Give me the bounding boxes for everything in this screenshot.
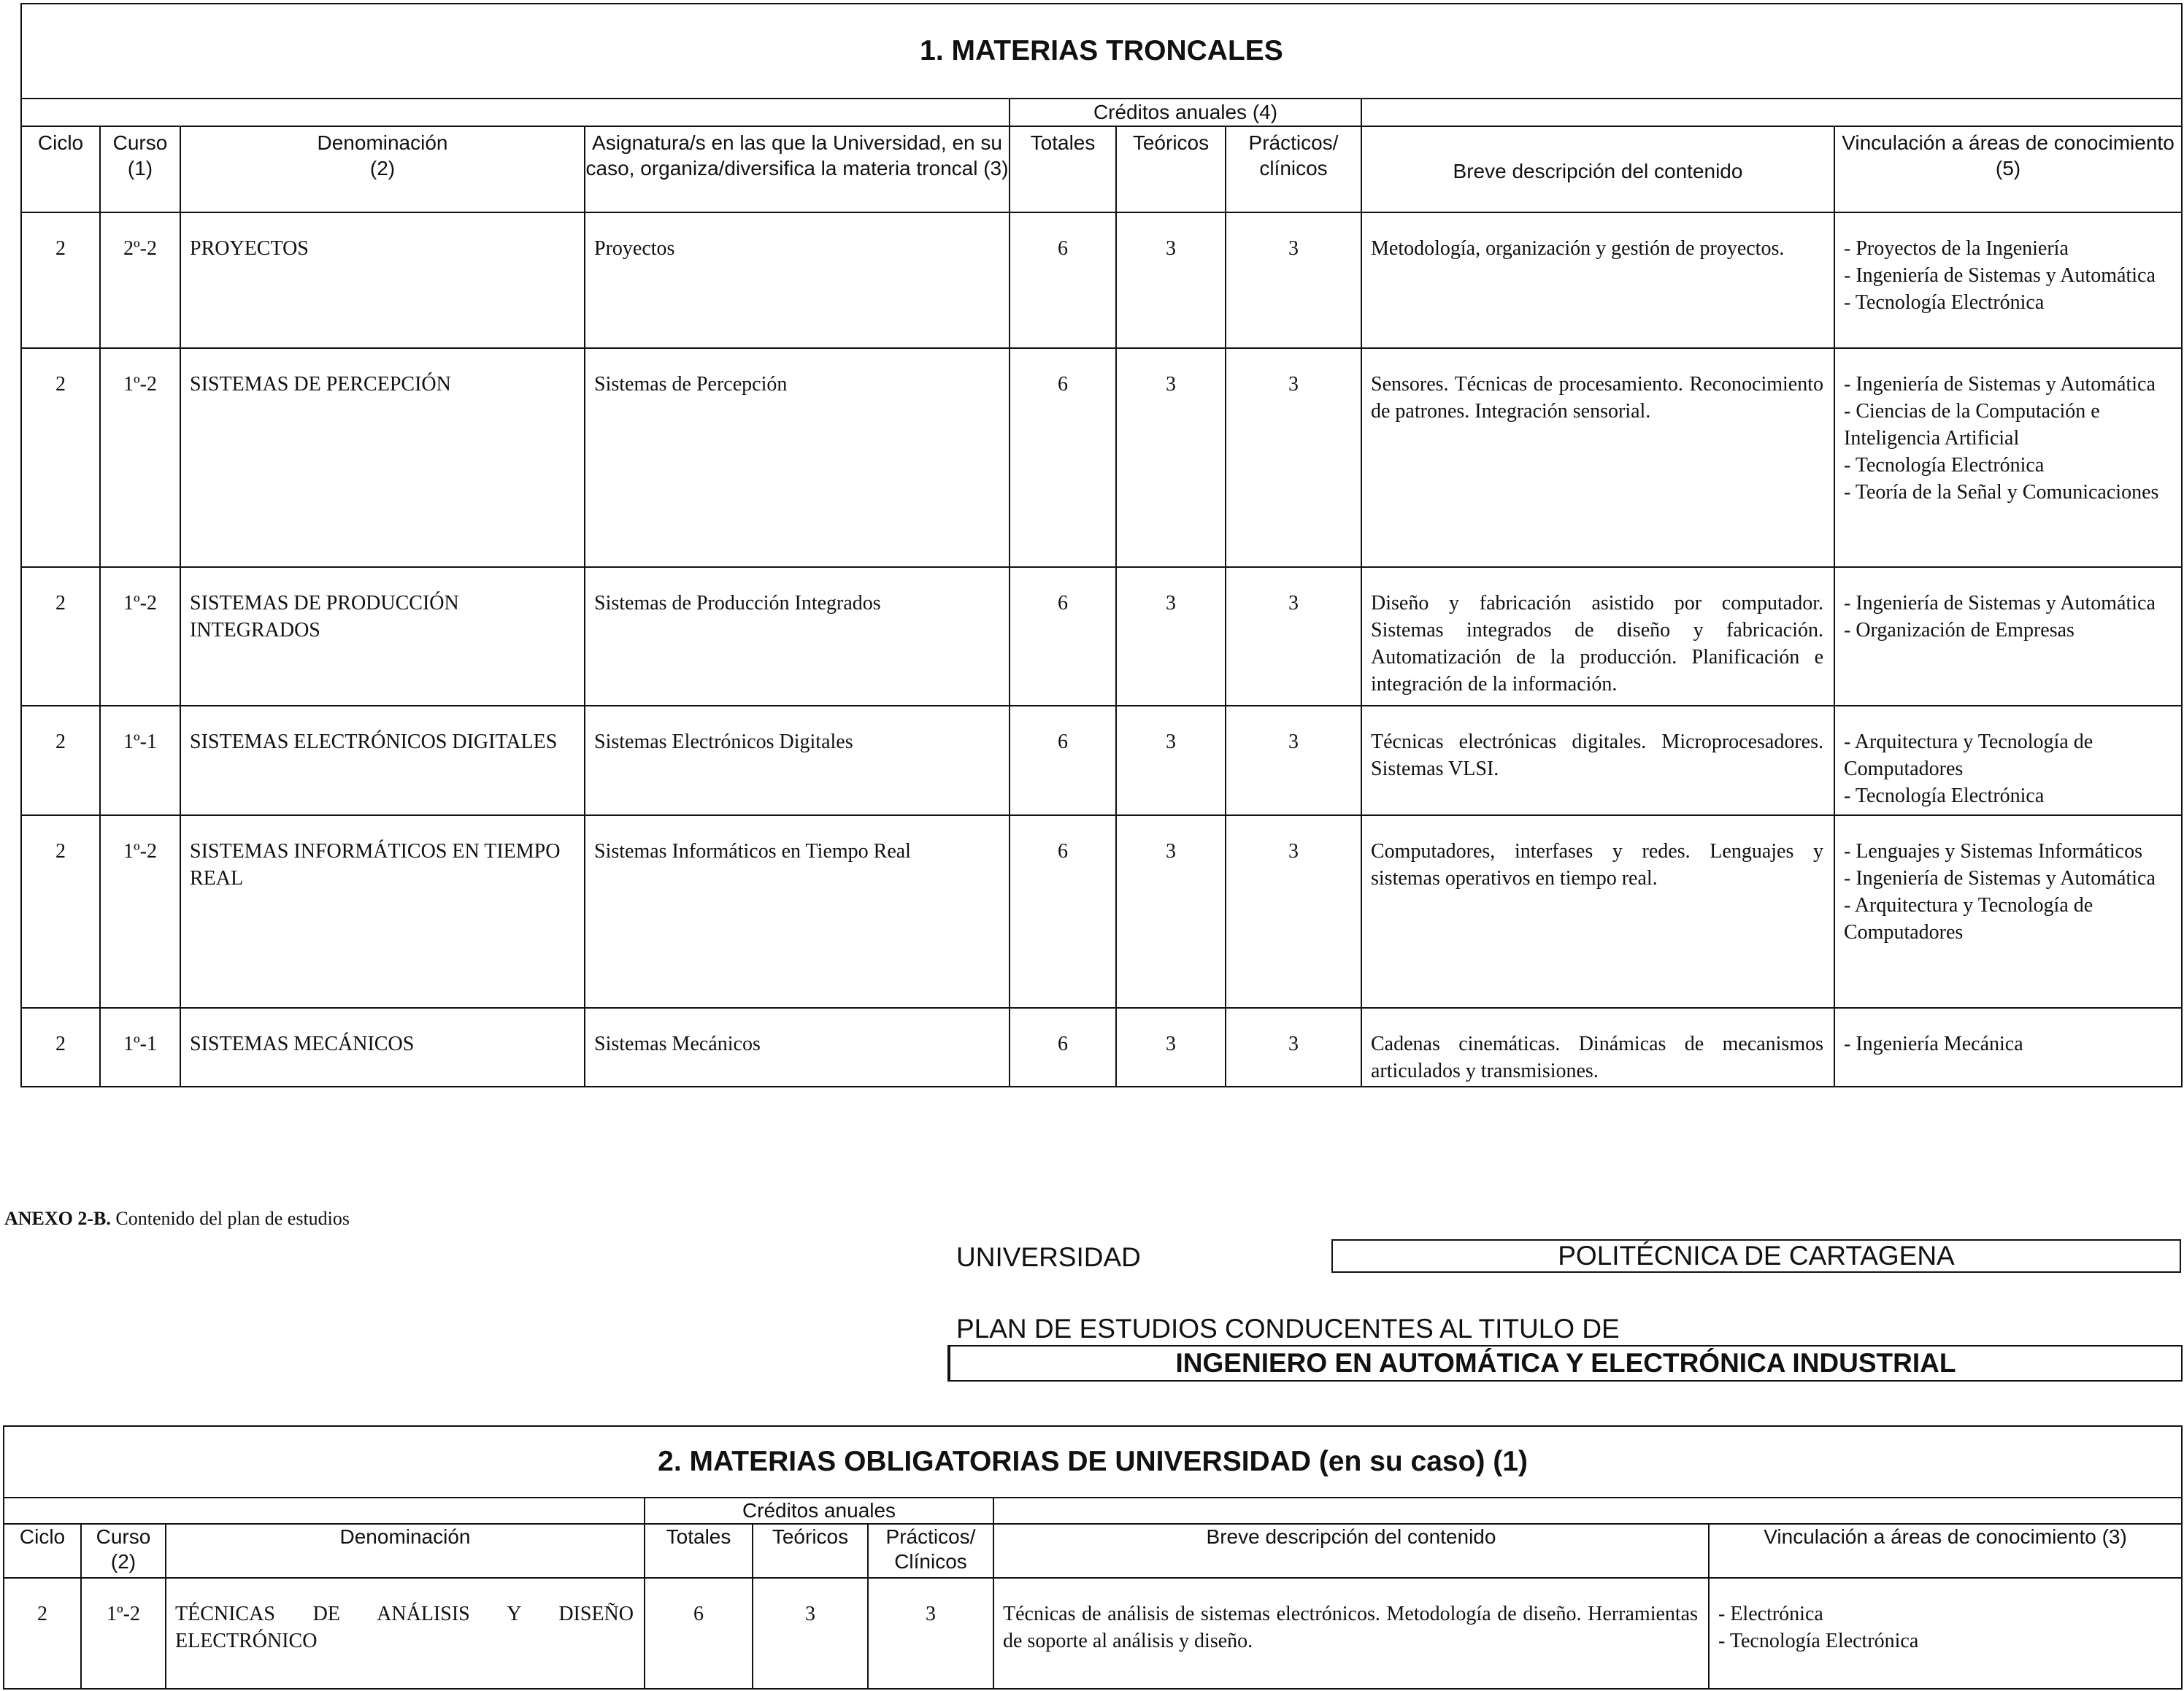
cell-teoricos: 3 — [1116, 567, 1226, 706]
header-practicos-label: Prácticos/ — [885, 1525, 976, 1548]
header-denominacion-label: Denominación — [317, 131, 448, 154]
header-curso — [81, 1524, 166, 1578]
cell-vinculacion — [1834, 815, 2182, 1008]
table-row — [21, 706, 2182, 815]
table-row — [21, 567, 2182, 706]
vinculacion-item: - Proyectos de la Ingeniería — [1844, 237, 2069, 260]
header-totales: Totales — [645, 1524, 753, 1578]
table1-header-spacer-right — [1361, 99, 2182, 126]
table1-title: 1. MATERIAS TRONCALES — [21, 4, 2182, 99]
vinculacion-item: - Tecnología Electrónica — [1844, 785, 2045, 807]
cell-ciclo: 2 — [21, 348, 100, 567]
header-practicos-label2: clínicos — [1259, 157, 1328, 180]
cell-totales: 6 — [1010, 348, 1116, 567]
cell-totales: 6 — [1010, 1008, 1116, 1087]
header-totales: Totales — [1010, 126, 1116, 212]
table-row — [4, 1578, 2182, 1689]
table-row — [21, 1008, 2182, 1087]
cell-asignatura: Sistemas Mecánicos — [585, 1008, 1010, 1087]
cell-practicos: 3 — [1226, 348, 1361, 567]
cell-descripcion: Técnicas electrónicas digitales. Microprocesadores. Sistemas VLSI. — [1361, 706, 1834, 815]
vinculacion-item: - Ingeniería de Sistemas y Automática — [1844, 867, 2156, 890]
header-asignatura: Asignatura/s en las que la Universidad, en su caso, organiza/diversifica la materia troncal (3) — [585, 126, 1010, 212]
table1-creditos-header: Créditos anuales (4) — [1010, 99, 1361, 126]
cell-curso: 1º-2 — [100, 567, 180, 706]
cell-denominacion: SISTEMAS ELECTRÓNICOS DIGITALES — [180, 706, 585, 815]
cell-teoricos: 3 — [1116, 348, 1226, 567]
plan-title-value: INGENIERO EN AUTOMÁTICA Y ELECTRÓNICA INDUSTRIAL — [947, 1345, 2183, 1382]
cell-ciclo: 2 — [21, 1008, 100, 1087]
cell-practicos: 3 — [1226, 567, 1361, 706]
vinculacion-item: - Organización de Empresas — [1844, 619, 2075, 642]
vinculacion-item: - Electrónica — [1718, 1603, 1823, 1625]
header-curso-label: Curso — [112, 131, 168, 154]
vinculacion-item: - Lenguajes y Sistemas Informáticos — [1844, 840, 2143, 863]
header-practicos — [1226, 126, 1361, 212]
cell-totales: 6 — [1010, 212, 1116, 348]
vinculacion-item: - Tecnología Electrónica — [1844, 454, 2045, 477]
table2-column-headers — [4, 1524, 2182, 1578]
cell-practicos: 3 — [1226, 1008, 1361, 1087]
header-curso-note: (2) — [110, 1550, 136, 1573]
header-practicos-label: Prácticos/ — [1248, 131, 1339, 154]
vinculacion-item: - Teoría de la Señal y Comunicaciones — [1844, 481, 2159, 504]
cell-denominacion: SISTEMAS DE PERCEPCIÓN — [180, 348, 585, 567]
cell-practicos: 3 — [868, 1578, 993, 1689]
cell-practicos: 3 — [1226, 212, 1361, 348]
anexo-heading — [4, 1208, 350, 1230]
header-ciclo: Ciclo — [4, 1524, 81, 1578]
cell-ciclo: 2 — [4, 1578, 81, 1689]
header-descripcion: Breve descripción del contenido — [993, 1524, 1709, 1578]
cell-ciclo: 2 — [21, 567, 100, 706]
cell-vinculacion — [1709, 1578, 2182, 1689]
cell-descripcion: Cadenas cinemáticas. Dinámicas de mecanismos articulados y transmisiones. — [1361, 1008, 1834, 1087]
header-curso-note: (1) — [127, 157, 153, 180]
materias-troncales-table — [20, 3, 2183, 1087]
cell-curso: 1º-1 — [100, 706, 180, 815]
header-curso — [100, 126, 180, 212]
cell-vinculacion — [1834, 706, 2182, 815]
vinculacion-item: - Tecnología Electrónica — [1844, 291, 2045, 314]
cell-denominacion: SISTEMAS INFORMÁTICOS EN TIEMPO REAL — [180, 815, 585, 1008]
universidad-value: POLITÉCNICA DE CARTAGENA — [1331, 1239, 2181, 1273]
vinculacion-item: - Ingeniería de Sistemas y Automática — [1844, 264, 2156, 287]
table-row — [21, 815, 2182, 1008]
cell-totales: 6 — [1010, 815, 1116, 1008]
table2-creditos-header: Créditos anuales — [645, 1498, 993, 1524]
cell-vinculacion — [1834, 1008, 2182, 1087]
cell-denominacion: TÉCNICAS DE ANÁLISIS Y DISEÑO ELECTRÓNICO — [166, 1578, 645, 1689]
cell-ciclo: 2 — [21, 212, 100, 348]
table-row — [21, 348, 2182, 567]
cell-teoricos: 3 — [753, 1578, 868, 1689]
vinculacion-item: - Ingeniería de Sistemas y Automática — [1844, 373, 2156, 396]
header-practicos — [868, 1524, 993, 1578]
plan-label: PLAN DE ESTUDIOS CONDUCENTES AL TITULO DE — [956, 1314, 1620, 1344]
cell-totales: 6 — [645, 1578, 753, 1689]
header-vinculacion: Vinculación a áreas de conocimiento (5) — [1834, 126, 2182, 212]
cell-curso: 1º-1 — [100, 1008, 180, 1087]
cell-curso: 1º-2 — [81, 1578, 166, 1689]
vinculacion-item: - Arquitectura y Tecnología de Computadores — [1844, 894, 2093, 944]
cell-curso: 2º-2 — [100, 212, 180, 348]
cell-curso: 1º-2 — [100, 815, 180, 1008]
vinculacion-item: - Ingeniería de Sistemas y Automática — [1844, 592, 2156, 615]
cell-asignatura: Proyectos — [585, 212, 1010, 348]
table1-header-spacer — [21, 99, 1010, 126]
cell-descripcion: Diseño y fabricación asistido por computador. Sistemas integrados de diseño y fabricación. Automatización de la producción. Planificación e integración de la información. — [1361, 567, 1834, 706]
cell-curso: 1º-2 — [100, 348, 180, 567]
vinculacion-item: - Tecnología Electrónica — [1718, 1630, 1919, 1652]
header-vinculacion: Vinculación a áreas de conocimiento (3) — [1709, 1524, 2182, 1578]
cell-asignatura: Sistemas Informáticos en Tiempo Real — [585, 815, 1010, 1008]
header-denominacion: Denominación — [166, 1524, 645, 1578]
cell-descripcion: Metodología, organización y gestión de proyectos. — [1361, 212, 1834, 348]
cell-practicos: 3 — [1226, 815, 1361, 1008]
cell-asignatura: Sistemas Electrónicos Digitales — [585, 706, 1010, 815]
materias-obligatorias-table — [3, 1425, 2183, 1690]
anexo-text: Contenido del plan de estudios — [110, 1208, 350, 1229]
cell-teoricos: 3 — [1116, 706, 1226, 815]
anexo-label: ANEXO 2-B. — [4, 1208, 111, 1229]
header-denominacion-note: (2) — [369, 157, 396, 180]
cell-asignatura: Sistemas de Percepción — [585, 348, 1010, 567]
cell-denominacion: PROYECTOS — [180, 212, 585, 348]
table2-title: 2. MATERIAS OBLIGATORIAS DE UNIVERSIDAD (en su caso) (1) — [4, 1426, 2182, 1498]
table2-header-spacer-right — [993, 1498, 2182, 1524]
header-practicos-label2: Clínicos — [894, 1550, 967, 1573]
cell-practicos: 3 — [1226, 706, 1361, 815]
header-descripcion: Breve descripción del contenido — [1361, 126, 1834, 212]
cell-vinculacion — [1834, 567, 2182, 706]
cell-descripcion: Sensores. Técnicas de procesamiento. Reconocimiento de patrones. Integración sensorial. — [1361, 348, 1834, 567]
vinculacion-item: - Arquitectura y Tecnología de Computadores — [1844, 731, 2093, 780]
cell-totales: 6 — [1010, 567, 1116, 706]
table-row — [21, 212, 2182, 348]
cell-asignatura: Sistemas de Producción Integrados — [585, 567, 1010, 706]
universidad-label: UNIVERSIDAD — [956, 1242, 1141, 1272]
vinculacion-item: - Ciencias de la Computación e Inteligencia Artificial — [1844, 400, 2100, 450]
cell-teoricos: 3 — [1116, 212, 1226, 348]
cell-ciclo: 2 — [21, 706, 100, 815]
header-ciclo: Ciclo — [21, 126, 100, 212]
table2-header-spacer — [4, 1498, 645, 1524]
header-denominacion — [180, 126, 585, 212]
cell-teoricos: 3 — [1116, 1008, 1226, 1087]
cell-totales: 6 — [1010, 706, 1116, 815]
cell-descripcion: Técnicas de análisis de sistemas electrónicos. Metodología de diseño. Herramientas de soporte al análisis y diseño. — [993, 1578, 1709, 1689]
cell-vinculacion — [1834, 348, 2182, 567]
cell-teoricos: 3 — [1116, 815, 1226, 1008]
vinculacion-item: - Ingeniería Mecánica — [1844, 1033, 2023, 1055]
header-teoricos: Teóricos — [1116, 126, 1226, 212]
cell-denominacion: SISTEMAS MECÁNICOS — [180, 1008, 585, 1087]
cell-denominacion: SISTEMAS DE PRODUCCIÓN INTEGRADOS — [180, 567, 585, 706]
header-curso-label: Curso — [96, 1525, 151, 1548]
cell-vinculacion — [1834, 212, 2182, 348]
header-teoricos: Teóricos — [753, 1524, 868, 1578]
cell-ciclo: 2 — [21, 815, 100, 1008]
table1-column-headers — [21, 126, 2182, 212]
cell-descripcion: Computadores, interfases y redes. Lenguajes y sistemas operativos en tiempo real. — [1361, 815, 1834, 1008]
